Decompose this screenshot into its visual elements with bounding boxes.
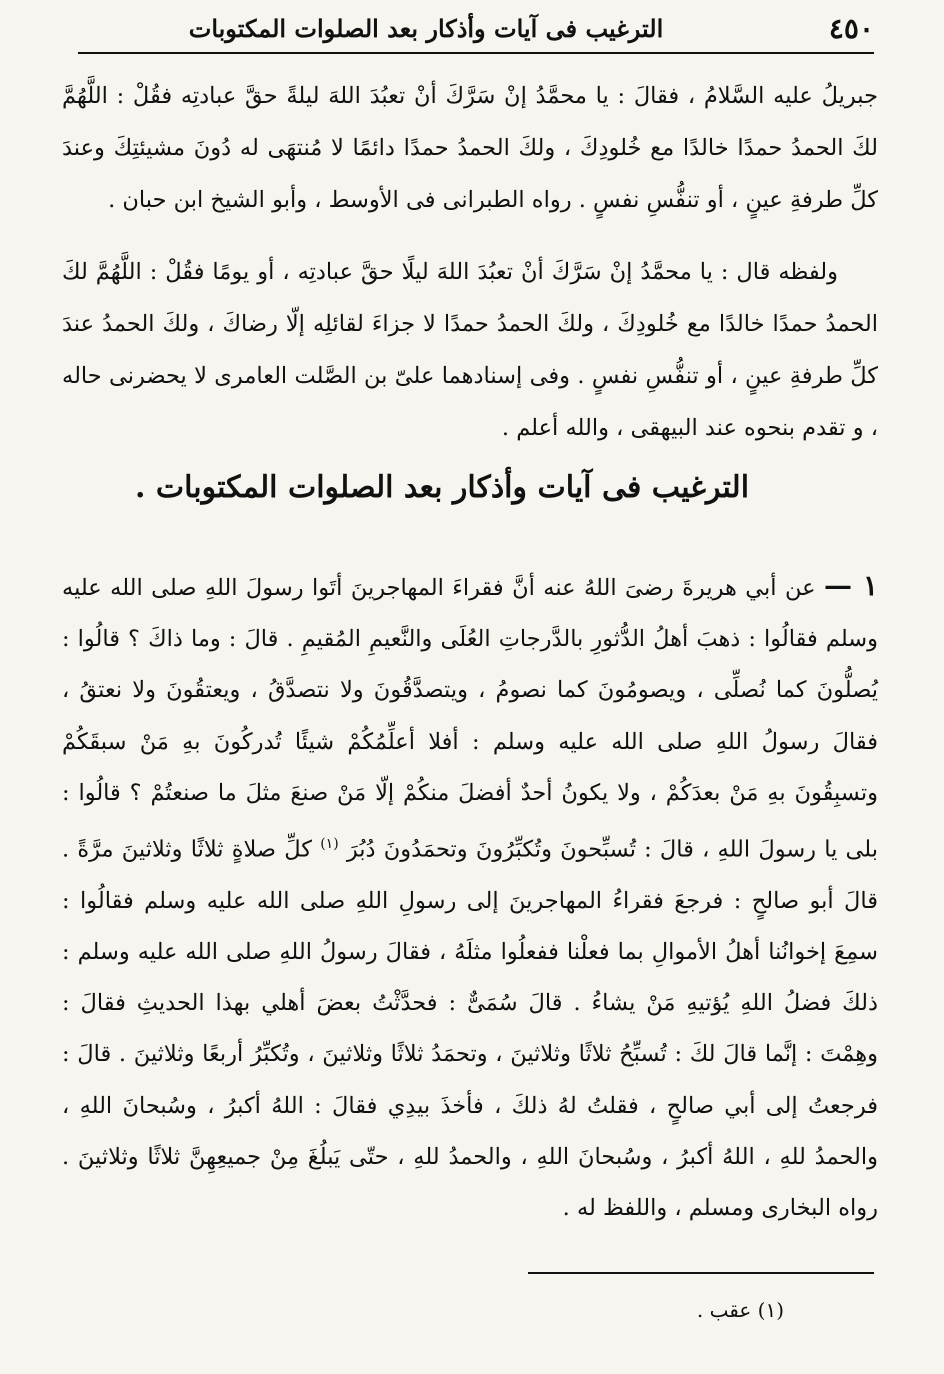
section-title: الترغيب فى آيات وأذكار بعد الصلوات المكتوبات . [134, 470, 750, 505]
hadith-number: ١ — [823, 569, 878, 602]
footnote-divider [528, 1272, 874, 1274]
page-number: ٤٥٠ [828, 11, 874, 45]
paragraph-variant-wording: ولفظه قال : يا محمَّدُ إنْ سَرَّكَ أنْ تعبُدَ اللهَ ليلًا حقَّ عبادتِه ، أو يومًا فقُلْ : اللَّهُمَّ لكَ الحمدُ حمدًا خالدًا مع خُلودِكَ ، ولكَ الحمدُ حمدًا لا جزاءَ لقائلِه إلّا رضاكَ ، ولكَ الحمدُ عندَ كلِّ طرفةِ عينٍ ، أو تنفُّسِ نفسٍ . وفى إسنادهما علىّ بن الصَّلت العامرى لا يحضرنى حاله ، و تقدم بنحوه عند البيهقى ، والله أعلم . [62, 259, 878, 441]
page-header [78, 8, 874, 48]
running-title: الترغيب فى آيات وأذكار بعد الصلوات المكتوبات [188, 13, 664, 43]
footnote-marker: (١) [320, 836, 339, 853]
hadith-paragraph [62, 560, 878, 1234]
paragraph-continuation: جبريلُ عليه السَّلامُ ، فقالَ : يا محمَّدُ إنْ سَرَّكَ أنْ تعبُدَ اللهَ ليلةً حقَّ عبادتِه فقُلْ : اللَّهُمَّ لكَ الحمدُ حمدًا خالدًا مع خُلودِكَ ، ولكَ الحمدُ حمدًا دائمًا لا مُنتهَى له دُونَ مشيئتِكَ وعندَ كلِّ طرفةِ عينٍ ، أو تنفُّسِ نفسٍ . رواه الطبرانى فى الأوسط ، وأبو الشيخ ابن حبان . [62, 83, 878, 213]
footnote: (١) عقب . [696, 1298, 784, 1322]
header-divider [78, 52, 874, 54]
hadith-text-continued: كلِّ صلاةٍ ثلاثًا وثلاثينَ مرَّةً . قالَ أبو صالحٍ : فرجعَ فقراءُ المهاجرينَ إلى رسولِ اللهِ صلى الله عليه وسلم فقالُوا : سمِعَ إخوانُنا أهلُ الأموالِ بما فعلْنا ففعلُوا مثلَهُ ، فقالَ رسولُ اللهِ صلى الله عليه وسلم : ذلكَ فضلُ اللهِ يُؤتيهِ مَنْ يشاءُ . قالَ سُمَىٌّ : فحدَّثْتُ بعضَ أهلي بهذا الحديثِ فقالَ : وهِمْتَ : إنَّما قالَ لكَ : تُسبِّحُ ثلاثًا وثلاثينَ ، وتحمَدُ ثلاثًا وثلاثينَ ، وتُكبِّرُ أربعًا وثلاثينَ . قالَ : فرجعتُ إلى أبي صالحٍ ، فقلتُ لهُ ذلكَ ، فأخذَ بيدِي فقالَ : اللهُ أكبرُ ، وسُبحانَ اللهِ ، والحمدُ للهِ ، اللهُ أكبرُ ، وسُبحانَ اللهِ ، والحمدُ للهِ ، حتّى يَبلُغَ مِنْ جميعِهِنَّ ثلاثًا وثلاثينَ . رواه البخارى ومسلم ، واللفظ له . [62, 836, 878, 1221]
hadith-text: عن أبي هريرةَ رضىَ اللهُ عنه أنَّ فقراءَ المهاجرينَ أتَوا رسولَ اللهِ صلى الله عليه وسلم فقالُوا : ذهبَ أهلُ الدُّثورِ بالدَّرجاتِ العُلَى والنَّعيمِ المُقيمِ . قالَ : وما ذاكَ ؟ قالُوا : يُصلُّونَ كما نُصلِّى ، ويصومُونَ كما نصومُ ، ويتصدَّقُونَ ولا نتصدَّقُ ، ويعتقُونَ ولا نعتقُ ، فقالَ رسولُ اللهِ صلى الله عليه وسلم : أفلا أعلِّمُكُمْ شيئًا تُدركُونَ بهِ مَنْ سبقَكُمْ وتسبِقُونَ بهِ مَنْ بعدَكُمْ ، ولا يكونُ أحدٌ أفضلَ منكُمْ إلّا مَنْ صنعَ مثلَ ما صنعتُمْ ؟ قالُوا : بلى يا رسولَ اللهِ ، قالَ : تُسبِّحونَ وتُكبِّرُونَ وتحمَدُونَ دُبُرَ [62, 575, 879, 863]
